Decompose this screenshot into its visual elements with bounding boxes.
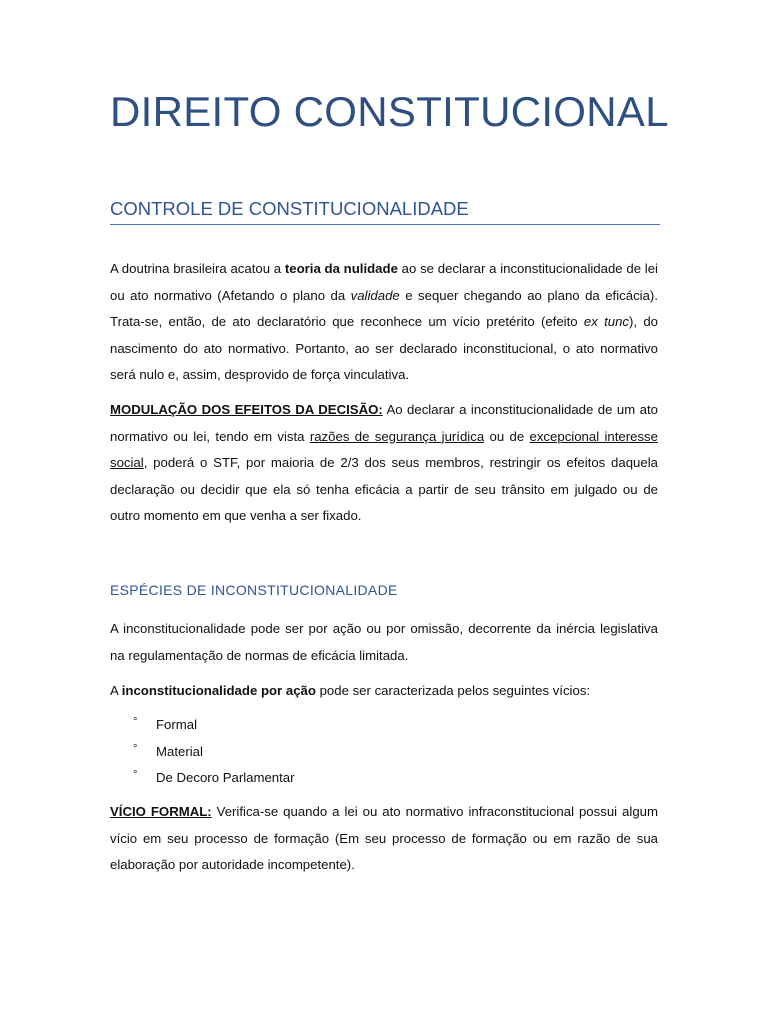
text-run: ), do nascimento do ato normativo. Portanto, ao ser declarado inconstitucional, o ato normativo será nulo e, assim, desprovido de força vinculativa.	[110, 314, 658, 383]
text-run: pode ser caracterizada pelos seguintes vícios:	[315, 683, 591, 698]
paragraph-acao-omissao: A inconstitucionalidade pode ser por ação ou por omissão, decorrente da inércia legislativa na regulamentação de normas de eficácia limitada.	[110, 621, 658, 663]
bullet-icon: °	[133, 716, 138, 728]
paragraph-modulacao	[110, 397, 658, 530]
bullet-icon: °	[133, 769, 138, 782]
vicios-list	[133, 712, 295, 792]
list-item	[133, 712, 295, 739]
list-item	[133, 739, 295, 766]
vicio-formal-label: VÍCIO FORMAL:	[110, 804, 212, 819]
text-run: e sequer chegando ao plano da eficácia). Trata-se, então, de ato declaratório que reconhece um vício pretérito (efeito	[110, 287, 658, 330]
text-run: , poderá o STF, por maioria de 2/3 dos seus membros, restringir os efeitos daquela declaração ou decidir que ela só tenha eficácia a partir de seu trânsito em julgado ou de outro momento em que venha a ser fixado.	[110, 455, 658, 524]
text-run: ao se declarar a inconstitucionalidade de lei ou ato normativo (Afetando o plano da	[110, 261, 658, 303]
text-run: ou de	[484, 428, 530, 444]
paragraph-inconstitucionalidade-acao	[110, 678, 658, 705]
list-item-label: De Decoro Parlamentar	[156, 770, 295, 786]
underlined-term-interesse-social: excepcional interesse social	[110, 428, 658, 471]
list-item-label: Material	[156, 743, 203, 759]
modulacao-label: MODULAÇÃO DOS EFEITOS DA DECISÃO:	[110, 402, 383, 417]
italic-term-validade: validade	[350, 287, 400, 303]
list-item-label: Formal	[156, 717, 198, 732]
bullet-icon: °	[133, 742, 138, 755]
subsection-heading: ESPÉCIES DE INCONSTITUCIONALIDADE	[110, 582, 398, 598]
bold-term-teoria-nulidade: teoria da nulidade	[284, 261, 398, 276]
text-run: Verifica-se quando a lei ou ato normativo infraconstitucional possui algum vício em seu processo de formação (Em seu processo de formação ou em razão de sua elaboração por autoridade incompetente).	[110, 804, 658, 873]
underlined-term-seguranca-juridica: razões de segurança jurídica	[309, 428, 485, 444]
paragraph-teoria-nulidade	[110, 256, 658, 389]
italic-term-ex-tunc: ex tunc	[583, 314, 629, 330]
list-item	[133, 765, 295, 792]
paragraph-vicio-formal	[110, 799, 658, 879]
section-heading: CONTROLE DE CONSTITUCIONALIDADE	[110, 198, 660, 225]
document-title: DIREITO CONSTITUCIONAL	[110, 88, 669, 135]
text-run: A doutrina brasileira acatou a	[110, 261, 285, 276]
text-run: A	[110, 683, 122, 698]
bold-term-inconstitucionalidade-acao: inconstitucionalidade por ação	[121, 683, 316, 698]
text-run: Ao declarar a inconstitucionalidade de um ato normativo ou lei, tendo em vista	[110, 402, 658, 444]
